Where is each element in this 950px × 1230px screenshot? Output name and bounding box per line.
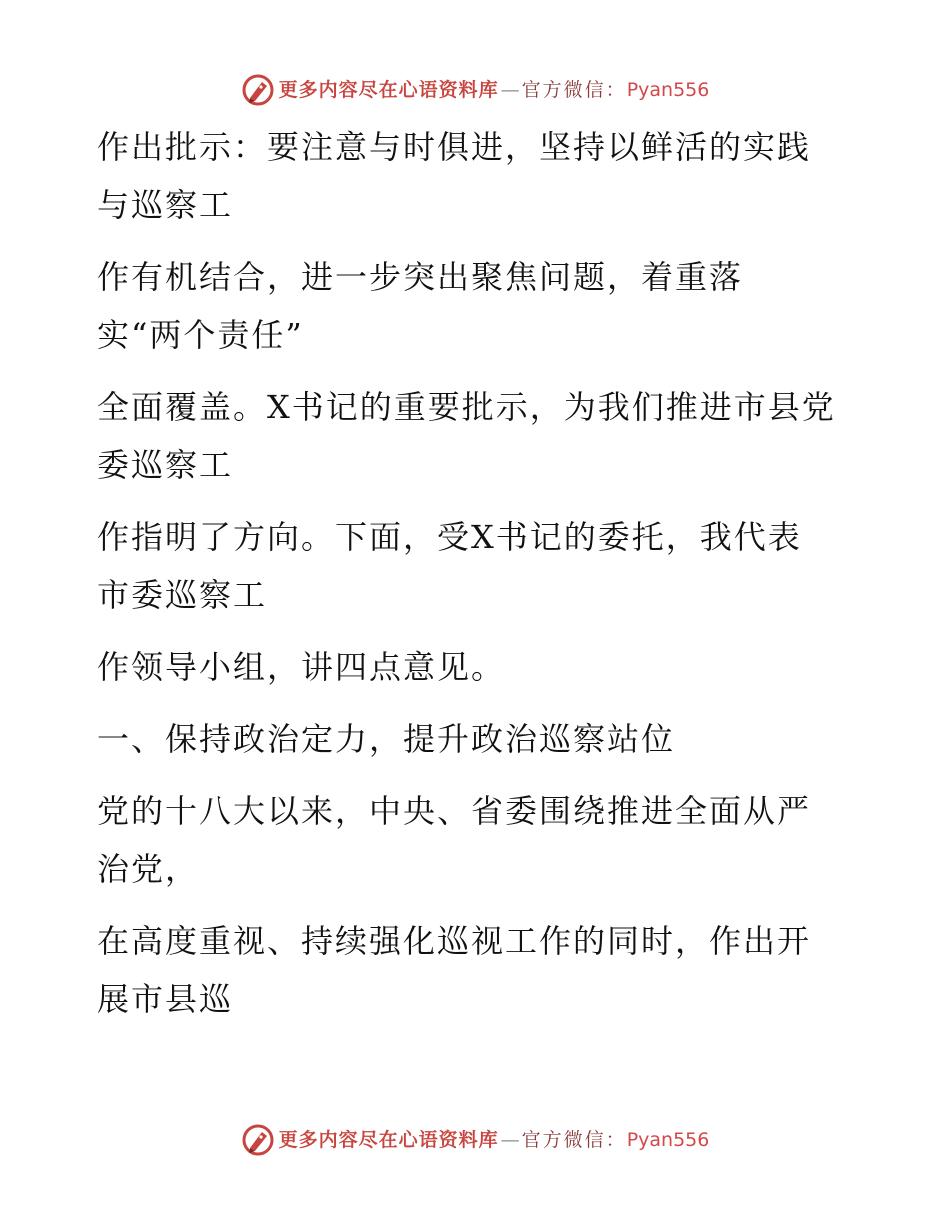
text-line: 实“两个责任” (97, 316, 304, 354)
text-line: 在高度重视、持续强化巡视工作的同时，作出开 (97, 922, 812, 960)
text-line: 作指明了方向。下面，受X书记的委托，我代表 (97, 518, 802, 556)
banner-dash: — (500, 1128, 520, 1151)
banner-brand-text: 更多内容尽在心语资料库 (278, 1128, 499, 1151)
paragraph (97, 378, 857, 494)
paragraph (97, 912, 857, 1028)
paragraph (97, 248, 857, 364)
footer-banner (0, 1120, 950, 1160)
banner-wechat-label: 官方微信： (521, 1128, 627, 1151)
text-line: 作领导小组，讲四点意见。 (97, 648, 506, 686)
text-line: 委巡察工 (97, 446, 234, 484)
text-line: 一、保持政治定力，提升政治巡察站位 (97, 720, 676, 758)
banner-wechat-label: 官方微信： (521, 78, 627, 101)
text-line: 与巡察工 (97, 186, 234, 224)
banner-brand-text: 更多内容尽在心语资料库 (278, 78, 499, 101)
text-line: 作有机结合，进一步突出聚焦问题，着重落 (97, 258, 744, 296)
text-line: 党的十八大以来，中央、省委围绕推进全面从严 (97, 792, 812, 830)
pen-nib-logo-icon (241, 1123, 275, 1157)
document-body (97, 118, 857, 1042)
paragraph (97, 782, 857, 898)
pen-nib-logo-icon (241, 73, 275, 107)
paragraph (97, 118, 857, 234)
banner-wechat-id: Pyan556 (626, 78, 710, 101)
text-line: 作出批示：要注意与时俱进，坚持以鲜活的实践 (97, 128, 812, 166)
section-heading (97, 710, 857, 768)
banner-dash: — (500, 78, 520, 101)
text-line: 市委巡察工 (97, 576, 268, 614)
text-line: 展市县巡 (97, 980, 234, 1018)
text-line: 全面覆盖。X书记的重要批示，为我们推进市县党 (97, 388, 836, 426)
banner-wechat-id: Pyan556 (626, 1128, 710, 1151)
paragraph (97, 638, 857, 696)
paragraph (97, 508, 857, 624)
text-line: 治党， (97, 850, 200, 888)
header-banner (0, 70, 950, 110)
